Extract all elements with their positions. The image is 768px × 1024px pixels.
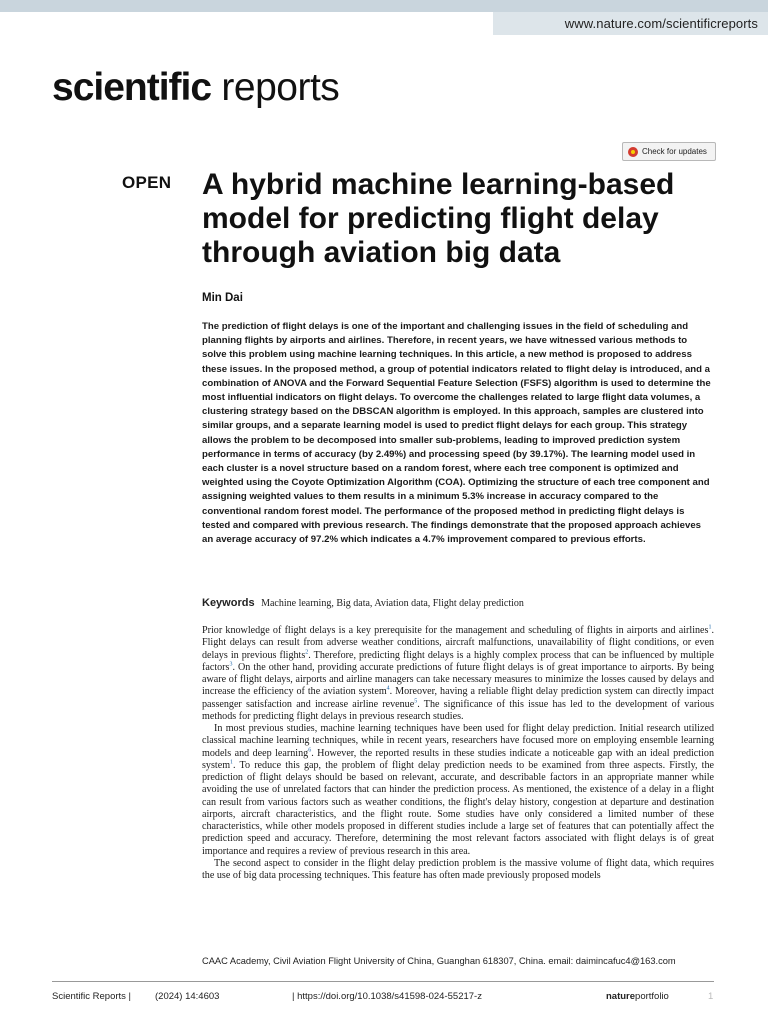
journal-logo-rest: reports xyxy=(211,66,340,109)
top-band xyxy=(0,0,768,12)
affiliation: CAAC Academy, Civil Aviation Flight University of China, Guanghan 618307, China. email: daimincafuc4@163.com xyxy=(202,956,676,966)
keywords-label: Keywords xyxy=(202,597,255,609)
author-name[interactable]: Min Dai xyxy=(202,292,243,304)
journal-logo[interactable] xyxy=(52,66,339,110)
keywords-list: Machine learning, Big data, Aviation data, Flight delay prediction xyxy=(261,598,524,609)
reference-link[interactable]: 3 xyxy=(229,661,233,668)
footer-doi-link[interactable]: | https://doi.org/10.1038/s41598-024-55217-z xyxy=(292,991,482,1002)
publisher-logo: natureportfolio xyxy=(606,991,669,1002)
reference-link[interactable]: 5 xyxy=(414,698,418,705)
footer-journal: Scientific Reports | xyxy=(52,991,132,1002)
footer-volume: (2024) 14:4603 xyxy=(155,991,220,1002)
body-paragraph: Prior knowledge of flight delays is a key prerequisite for the management and scheduling of flights in airports and airlines$^1$. Flight delays can result from adverse weather conditions, aircraft malfunctions, unavailability of flight conditions, or even delays in previous flights$^2$. Therefore, predicting flight delays is a highly complex process that can be influenced by multiple factors$^3$. On the other hand, providing accurate predictions of future flight delays is of great importance to airports. By being aware of flight delays, airports and airline managers can take necessary measures to minimize the losses caused by delays and increase the efficiency of the aviation system$^4$. Moreover, having a reliable flight delay prediction system can directly impact passenger satisfaction and increase airline revenue$^5$. The significance of this issue has led to the development of various methods for predicting flight delays in previous research studies. xyxy=(202,624,715,722)
reference-link[interactable]: 1 xyxy=(708,624,712,631)
journal-url-link[interactable]: www.nature.com/scientificreports xyxy=(564,16,758,31)
check-for-updates-button[interactable] xyxy=(622,142,716,161)
reference-link[interactable]: 2 xyxy=(305,649,309,656)
keywords xyxy=(202,597,524,609)
abstract: The prediction of flight delays is one of the important and challenging issues in the field of scheduling and planning flights by airports and airlines. Therefore, in recent years, we have witnessed various methods to solve this problem using machine learning techniques. In this article, a new method is proposed to address these issues. In the proposed method, a group of potential indicators related to flight delay is introduced, and a combination of ANOVA and the Forward Sequential Feature Selection (FSFS) algorithm is used to determine the most influential indicators on flight delays. To overcome the challenges related to large flight data volumes, a clustering strategy based on the DBSCAN algorithm is employed. In this approach, samples are clustered into similar groups, and a separate learning model is used to predict flight delays for each group. This strategy allows the problem to be decomposed into smaller sub-problems, leading to improved prediction system performance in terms of accuracy (by 2.49%) and processing speed (by 39.17%). The learning model used in each cluster is a novel structure based on a random forest, where each tree component is optimized and weighted using the Coyote Optimization Algorithm (COA). Optimizing the structure of each tree component and assigning weighted values to them results in a minimum 5.3% increase in accuracy compared to the conventional random forest model. The performance of the proposed method in predicting flight delays is tested and compared with previous research. The findings demonstrate that the proposed approach achieves an average accuracy of 97.2% which indicates a 4.7% improvement compared to previous efforts. xyxy=(202,321,711,546)
body-paragraph: In most previous studies, machine learning techniques have been used for flight delay prediction. Initial research utilized classical machine learning techniques, while in recent years, researchers have focused more on employing ensemble learning models and deep learning$^6$. However, the reported results in these studies indicate a noticeable gap with an ideal prediction system$^1$. To reduce this gap, the problem of flight delay prediction needs to be examined from three aspects. Firstly, the prediction of flight delays should be based on relevant, accurate, and describable factors in an appropriate manner while avoiding the use of unrelated factors that can hinder the prediction process. As mentioned, the existence of a delay in a flight can result from various factors such as weather conditions, the flight's delay history, congestion at departure and destination airports, aircraft characteristics, and the flight route. Some studies have only considered a limited number of these characteristics, while other models proposed in different studies include a large set of features that can potentially affect the prediction speed and accuracy. Therefore, determining the most relevant factors associated with flight delays is of great importance and requires a review of previous research in this area. xyxy=(202,723,714,857)
check-for-updates-label: Check for updates xyxy=(642,147,707,156)
journal-logo-bold: scientific xyxy=(52,66,212,109)
article-title: A hybrid machine learning-based model for predicting flight delay through aviation big data xyxy=(202,168,675,269)
reference-link[interactable]: 4 xyxy=(386,685,390,692)
reference-link[interactable]: 1 xyxy=(230,759,234,766)
reference-link[interactable]: 6 xyxy=(308,747,312,754)
crossmark-icon xyxy=(628,147,638,157)
body-paragraph: The second aspect to consider in the flight delay prediction problem is the massive volume of flight data, which requires the use of big data processing techniques. This feature has often made previously proposed models xyxy=(202,857,714,881)
footer-divider xyxy=(52,981,714,982)
open-access-label: OPEN xyxy=(122,173,172,192)
page-number: 1 xyxy=(708,991,714,1002)
article-body xyxy=(202,625,714,882)
